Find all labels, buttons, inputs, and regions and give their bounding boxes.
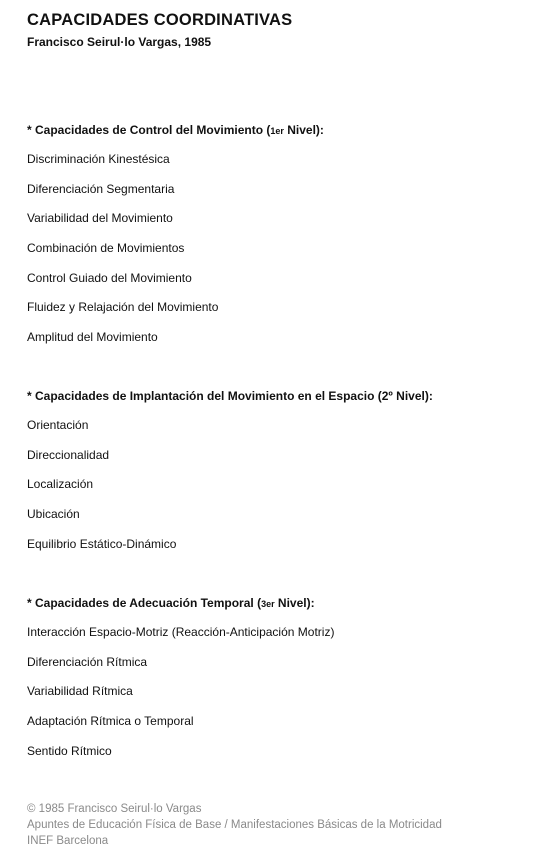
list-item: Combinación de Movimientos xyxy=(27,241,185,256)
page-subtitle: Francisco Seirul·lo Vargas, 1985 xyxy=(27,35,212,49)
list-item: Variabilidad Rítmica xyxy=(27,684,133,699)
list-item: Sentido Rítmico xyxy=(27,743,112,758)
section-adecuacion-temporal xyxy=(27,594,547,771)
capacity-list xyxy=(27,416,547,564)
section-heading-text: * Capacidades de Implantación del Movimiento en el Espacio (2º Nivel): xyxy=(27,389,433,403)
section-heading-suffix: Nivel): xyxy=(274,596,315,610)
list-item: Interacción Espacio-Motriz (Reacción-Anticipación Motriz) xyxy=(27,625,335,639)
list-item: Diferenciación Segmentaria xyxy=(27,181,175,196)
section-heading-text: * Capacidades de Control del Movimiento ( xyxy=(27,123,271,137)
capacity-list xyxy=(27,623,547,771)
list-item: Amplitud del Movimiento xyxy=(27,330,158,345)
section-heading-text: * Capacidades de Adecuación Temporal ( xyxy=(27,596,262,610)
list-item: Adaptación Rítmica o Temporal xyxy=(27,714,194,729)
section-control-movimiento xyxy=(27,121,547,358)
list-item: Ubicación xyxy=(27,507,80,522)
list-item: Control Guiado del Movimiento xyxy=(27,270,192,285)
footer-institution: INEF Barcelona xyxy=(27,835,109,847)
list-item: Diferenciación Rítmica xyxy=(27,654,148,669)
list-item: Localización xyxy=(27,477,94,492)
list-item: Variabilidad del Movimiento xyxy=(27,211,173,226)
list-item: Discriminación Kinestésica xyxy=(27,152,170,166)
list-item: Equilibrio Estático-Dinámico xyxy=(27,536,177,551)
section-heading xyxy=(27,121,547,139)
footer-source: Apuntes de Educación Física de Base / Manifestaciones Básicas de la Motricidad xyxy=(27,819,442,831)
list-item: Direccionalidad xyxy=(27,447,110,462)
footer xyxy=(27,801,442,849)
section-heading xyxy=(27,594,547,612)
section-heading xyxy=(27,387,547,405)
footer-copyright: © 1985 Francisco Seirul·lo Vargas xyxy=(27,803,202,815)
capacity-list xyxy=(27,150,547,358)
section-heading-ordinal: 3er xyxy=(261,599,275,609)
section-heading-ordinal: 1er xyxy=(270,126,284,136)
section-implantacion-espacio xyxy=(27,387,547,564)
section-heading-suffix: Nivel): xyxy=(283,123,324,137)
list-item: Orientación xyxy=(27,418,89,432)
list-item: Fluidez y Relajación del Movimiento xyxy=(27,300,219,315)
page-title: CAPACIDADES COORDINATIVAS xyxy=(27,11,293,29)
